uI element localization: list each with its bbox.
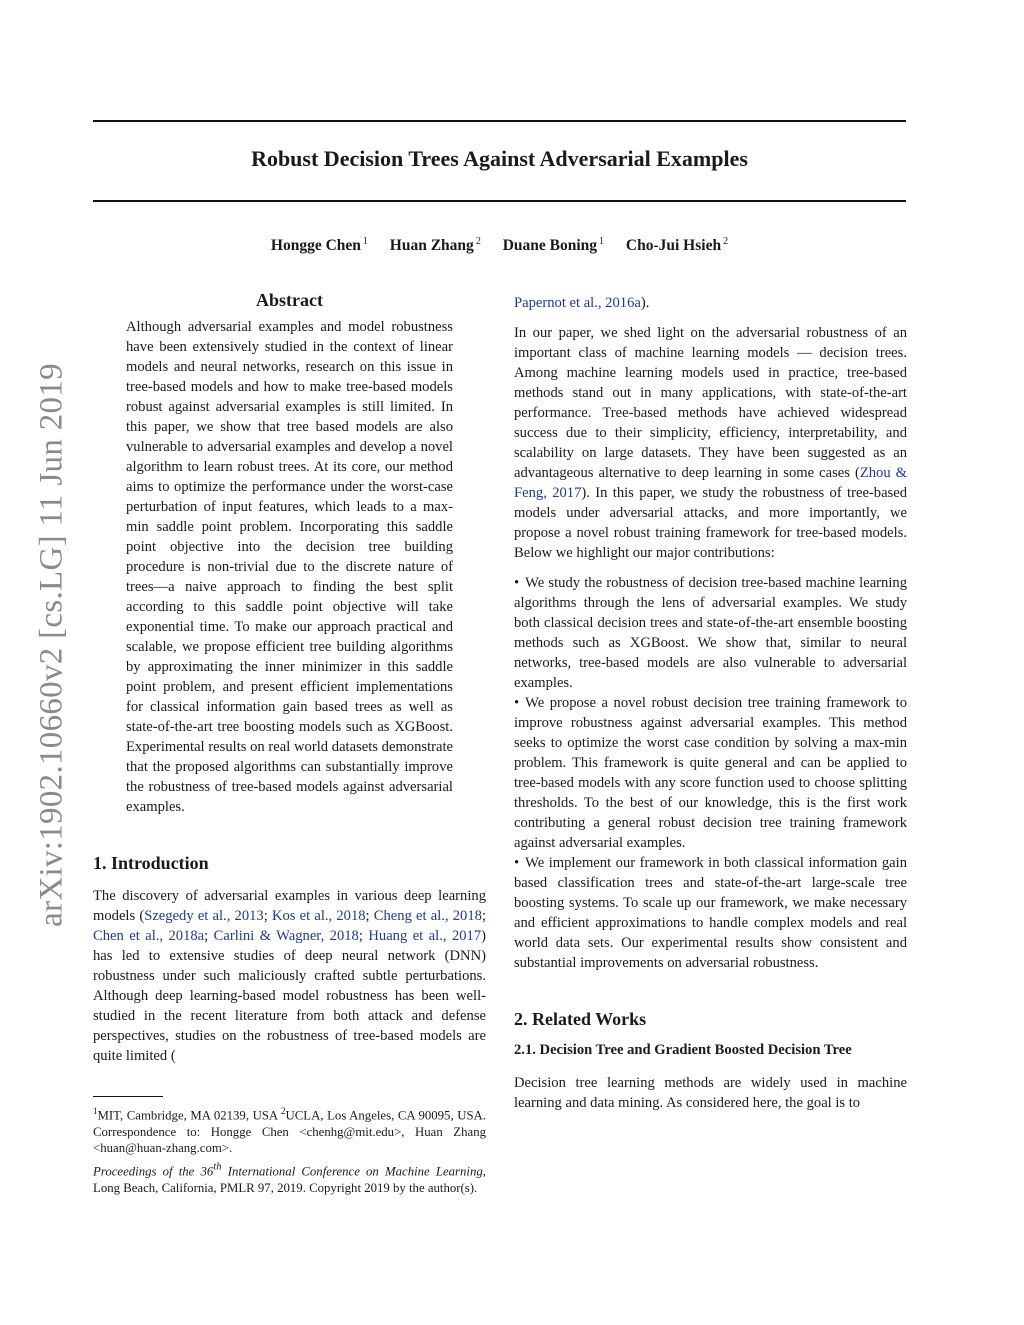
contribution-text: We implement our framework in both classical information gain based classification trees and state-of-the-art large-scale tree boosting systems. To scale up our framework, we make necessary and efficient approximations to handle complex models and real world data sets. Our experimental results show consistent and substantial improvements on adversarial robustness.: [514, 855, 907, 971]
contribution-item: [514, 693, 907, 853]
author-name: Hongge Chen: [270, 237, 361, 255]
bullet-icon: •: [514, 695, 520, 711]
author-name: Duane Boning: [502, 237, 598, 255]
conference-name: International Conference on Machine Learning: [221, 1164, 483, 1179]
introduction-paragraph: [514, 323, 907, 563]
author-name: Huan Zhang: [389, 237, 474, 255]
citation-link[interactable]: Carlini & Wagner, 2018: [213, 928, 359, 944]
proceedings-number: 36: [200, 1164, 214, 1179]
author-affiliation-mark: 2: [475, 236, 481, 247]
contribution-item: [514, 573, 907, 693]
abstract-text: Although adversarial examples and model robustness have been extensively studied in the context of linear models and neural networks, research on this issue in tree-based models and how to make tree-based models robust against adversarial examples is still limited. In this paper, we show that tree based models are also vulnerable to adversarial examples and develop a novel algorithm to learn robust trees. At its core, our method aims to optimize the performance under the worst-case perturbation of input features, which leads to a max-min saddle point problem. Incorporating this saddle point objective into the decision tree building procedure is non-trivial due to the discrete nature of trees—a naive approach to finding the best split according to this saddle point objective will take exponential time. To make our approach practical and scalable, we propose efficient tree building algorithms by approximating the inner minimizer in this saddle point problem, and present efficient implementations for classical information gain based trees as well as state-of-the-art tree boosting models such as XGBoost. Experimental results on real world datasets demonstrate that the proposed algorithms can substantially improve the robustness of tree-based models against adversarial examples.: [126, 319, 453, 815]
author: [626, 237, 728, 254]
title-rule-top: [93, 120, 906, 122]
proceedings-suffix: th: [213, 1161, 222, 1173]
abstract-heading: Abstract: [256, 290, 323, 310]
contribution-text: We study the robustness of decision tree-based machine learning algorithms through the lens of adversarial examples. We study both classical decision trees and state-of-the-art ensemble boosting methods such as XGBoost. We show that, similar to neural networks, tree-based models are also vulnerable to adversarial examples.: [514, 575, 907, 691]
author: [271, 237, 368, 254]
intro-text: ) has led to extensive studies of deep neural network (DNN) robustness under such maliciously crafted subtle perturbations. Although deep learning-based model robustness has been well-studied in the recent literature from both attack and defense perspectives, studies on the robustness of tree-based models are quite limited (: [93, 928, 487, 1064]
intro-text: ).: [640, 295, 650, 311]
citation-link[interactable]: Zhou & Feng, 2017: [514, 465, 908, 501]
footnote-block: [93, 1096, 486, 1196]
related-works-paragraph: Decision tree learning methods are widely used in machine learning and data mining. As considered here, the goal is to: [514, 1075, 907, 1111]
proceedings-note: [93, 1160, 486, 1196]
author-list: [93, 236, 906, 255]
decision-tree-subheading: 2.1. Decision Tree and Gradient Boosted Decision Tree: [514, 1042, 852, 1058]
author: [503, 237, 604, 254]
contribution-item: [514, 853, 907, 973]
left-column: [93, 290, 486, 1066]
author-name: Cho-Jui Hsieh: [625, 237, 722, 255]
citation-link[interactable]: Chen et al., 2018a: [93, 928, 205, 944]
contributions-list: [514, 573, 907, 973]
contribution-text: We propose a novel robust decision tree training framework to improve robustness against adversarial examples. This method seeks to optimize the worst case condition by solving a max-min problem. This framework is quite general and can be applied to tree-based models with any score function used to choose splitting thresholds. To the best of our knowledge, this is the first work contributing a general robust decision tree training framework against adversarial examples.: [514, 695, 907, 851]
proceedings-details: , Long Beach, California, PMLR 97, 2019. Copyright 2019 by the author(s).: [93, 1164, 486, 1195]
affiliation-footnote: [93, 1103, 486, 1157]
author-affiliation-mark: 1: [599, 236, 605, 247]
intro-text: In our paper, we shed light on the adversarial robustness of an important class of machine learning models — decision trees. Among machine learning models used in practice, tree-based methods stand out in many applications, with state-of-the-art performance. Tree-based methods have achieved widespread success due to their simplicity, efficiency, interpretability, and scalability on large datasets. They have been suggested as an advantageous alternative to deep learning in some cases (: [514, 325, 907, 481]
arxiv-identifier: arXiv:1902.10660v2 [cs.LG] 11 Jun 2019: [33, 363, 70, 927]
related-works-heading: 2. Related Works: [514, 1009, 647, 1029]
author-affiliation-mark: 2: [723, 236, 729, 247]
intro-text: ). In this paper, we study the robustness of tree-based models under adversarial attacks, and more importantly, we propose a novel robust training framework for tree-based models. Below we highlight our major contributions:: [514, 485, 908, 561]
citation-link[interactable]: Szegedy et al., 2013: [144, 908, 264, 924]
citation-link[interactable]: Cheng et al., 2018: [373, 908, 482, 924]
bullet-icon: •: [514, 575, 520, 591]
title-rule-bottom: [93, 200, 906, 202]
affiliation-text: UCLA, Los Angeles, CA 90095, USA. Correspondence to: Hongge Chen <chenhg@mit.edu>, Huan Zhang <huan@huan-zhang.com>.: [93, 1108, 487, 1156]
right-column: [514, 293, 907, 1113]
citation-link[interactable]: Kos et al., 2018: [271, 908, 366, 924]
intro-text: The discovery of adversarial examples in various deep learning models (: [93, 888, 486, 924]
citation-link[interactable]: Huang et al., 2017: [368, 928, 482, 944]
citation-link[interactable]: Papernot et al., 2016a: [514, 295, 641, 311]
author: [390, 237, 481, 254]
affiliation-text: MIT, Cambridge, MA 02139, USA: [97, 1108, 282, 1123]
footnote-rule: [93, 1096, 163, 1097]
bullet-icon: •: [514, 855, 520, 871]
introduction-heading: 1. Introduction: [93, 853, 209, 873]
author-affiliation-mark: 1: [362, 236, 368, 247]
introduction-paragraph: The discovery of adversarial examples in various deep learning models (Szegedy et al., 2013; Kos et al., 2018; Cheng et al., 2018; Chen et al., 2018a; Carlini & Wagner, 2018; Huang et al., 2017) has led to extensive studies of deep neural network (DNN) robustness under such maliciously crafted subtle perturbations. Although deep learning-based model robustness has been well-studied in the recent literature from both attack and defense perspectives, studies on the robustness of tree-based models are quite limited (: [93, 888, 487, 1064]
proceedings-label: Proceedings of the: [93, 1164, 201, 1179]
introduction-paragraph-continued: [514, 293, 907, 313]
footnote-mark: 2: [281, 1106, 286, 1116]
footnote-mark: 1: [93, 1106, 98, 1116]
paper-title: Robust Decision Trees Against Adversarial Examples: [251, 146, 748, 171]
